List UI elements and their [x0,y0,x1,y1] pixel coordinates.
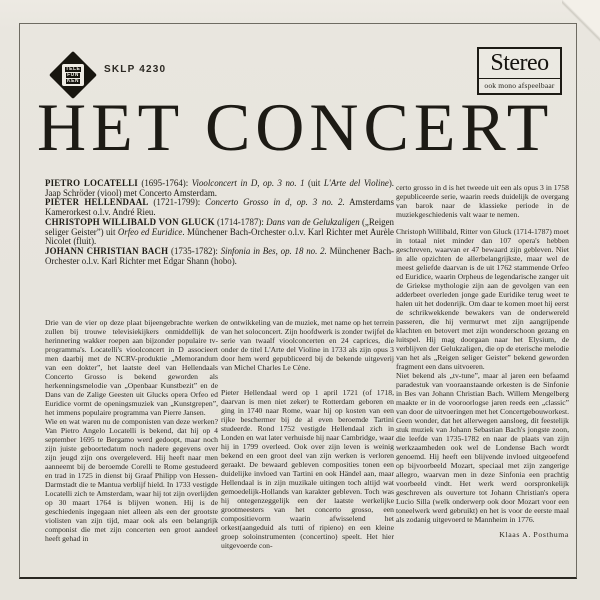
telefunken-logo-text [62,64,84,86]
entry-text: (uit [304,178,324,188]
logo-line: FUN [67,71,79,78]
liner-paragraph: de ontwikkeling van de muziek, met name op het terrein van het soloconcert. Zijn hoofdwerk is zonder twijfel de serie van twaalf vioolconcerten en 24 caprices, die onder de titel L'Arte del Violine in 1733 als zijn opus 3 door hem werd gepubliceerd bij de bekende uitgeverij van Michel Charles Le Cène. [221,318,394,372]
track-entry [45,247,394,266]
work-title: Vioolconcert in D, op. 3 no. 1 [191,178,305,188]
logo-line: KEN [66,77,80,84]
composer-name: PIETRO LOCATELLI [45,178,138,188]
composer-name: CHRISTOPH WILLIBALD VON GLUCK [45,216,215,227]
liner-paragraph: Christoph Willibald, Ritter von Gluck (1714-1787) moet in totaal niet minder dan 107 opera's hebben geschreven, waarvan er 47 bewaard zijn gebleven. Niet in alle opzichten de allerbelangrijkste, maar wel de meest geliefde daarvan is de uit 1762 stammende Orfeo ed Euridice, waarin Orpheus de legendarische zanger uit de Griekse mythologie zijn aan de gevolgen van een adderbeet overleden jonge gade Euridike terug weet te halen uit het dodenrijk. Om daar te komen moet hij eerst de schrikwekkende bewakers van de onderwereld passeren, die hij vermurwt met zijn aangrijpende klachten en betovert met zijn wonderschoon gezang en luitspel. Hij mag doorgaan naar het Elysium, de verblijven der Gelukzaligen, die op de eterische melodie van het als „Reigen seliger Geister” bekend geworden fragment een dans uitvoeren. [396,227,569,371]
composer-name: JOHANN CHRISTIAN BACH [45,245,169,256]
album-title: HET CONCERT [37,89,554,165]
liner-notes-column-2 [221,318,394,550]
stereo-badge [477,47,562,95]
catalog-number: SKLP 4230 [104,64,167,75]
stereo-badge-subtitle: ook mono afspeelbaar [484,81,555,90]
liner-paragraph: Pieter Hellendaal werd op 1 april 1721 (of 1718, daarvan is men niet zeker) te Rotterdam geboren en ging in 1740 naar Rome, waar hij op kosten van een rijke beschermer bij de al even beroemde Tartini studeerde. Rond 1752 vestigde Hellendaal zich in Londen en wat later verhuisde hij naar Cambridge, waar hij in 1799 overleed. Ook over zijn leven is weinig bekend en een groot deel van zijn werken is verloren geraakt. De bewaard gebleven composities tonen een duidelijke invloed van Tartini en ook Händel aan, maar Hellendaal is in zijn muzikale uitingen toch altijd wat gemoedelijk-Hollands van karakter gebleven. Toch was hij ontegenzeggelijk een der laatste werkelijke grootmeesters van het concerto grosso, een compositievorm waarin afwisselend het orkest(aangeduid als tutti of ripieno) en een kleine groep soloinstrumenten (concertino) speelt. Het hier uitgevoerde con- [221,388,394,550]
performers: . Münchener Bach-Orchester o.l.v. Karl Richter met Aurèle Nicolet (fluit). [45,226,394,247]
performers: ). Jaap Schröder (viool) met Concerto Amsterdam. [45,178,395,198]
performers: Münchener Bach-Orchester o.l.v. Karl Richter met Edgar Shann (hobo). [45,245,394,266]
liner-notes-column-1 [45,318,218,543]
composer-dates: (1714-1787): [214,216,267,227]
entry-text: („Reigen seliger Geister”) uit [45,216,394,237]
liner-paragraph: certo grosso in d is het tweede uit een als opus 3 in 1758 gepubliceerde serie, waarin reeds duidelijk de overgang van barok naar de klassieke periode in de muziekgeschiedenis valt waar te nemen. [396,183,569,219]
track-entry [45,218,394,247]
composer-name: PIETER HELLENDAAL [45,197,149,208]
performers: Amsterdams Kamerorkest o.l.v. André Rieu. [45,197,394,218]
composer-dates: (1721-1799): [148,197,206,208]
work-title: Sinfonia in Bes, op. 18 no. 2. [220,245,327,256]
work-title: Dans van de Gelukzaligen [266,216,360,227]
liner-notes-column-3 [396,183,569,539]
author-signature: Klaas A. Posthuma [499,530,569,539]
work-title: Concerto Grosso in d, op. 3 no. 2. [205,197,345,208]
liner-paragraph: Drie van de vier op deze plaat bijeengebrachte werken zullen bij trouwe televisiekijkers onmiddellijk de herinnering wakker roepen aan bijzonder populaire tv-programma's. Locatelli's vioolconcert in D associeert men daarbij met de NCRV-produktie „Memorandum van een dokter”, het laatste deel van Hellendaals Concerto Grosso is bekend geworden als herkenningsmelodie van „Openbaar Kunstbezit” en de Dans van de Zalige Geesten uit Glucks opera Orfeo ed Euridice vormt de openingsmuziek van „Kunstgrepen”, het immens populaire programma van Pierre Jansen. [45,318,218,417]
logo-line: TELE [65,65,81,72]
composer-dates: (1735-1782): [168,245,221,256]
work-title-2: L'Arte del Violine [323,178,389,188]
composer-dates: (1695-1764): [137,178,192,188]
liner-paragraph: Wie en wat waren nu de componisten van deze werken? Van Pietro Angelo Locatelli is bekend, dat hij op 4 september 1695 te Bergamo werd gedoopt, maar noch zijn juiste geboortedatum noch nadere gegevens over zijn jeugd zijn ons overgeleverd. Hij heeft naar men aanneemt bij de beroemde Corelli te Rome gestudeerd en trad in 1725 in dienst bij Graaf Philipp von Hessen-Darmstadt die te Mantua verblijf hield. In 1733 vestigde Locatelli zich te Amsterdam, waar hij tot zijn overlijden op 30 maart 1764 is blijven wonen. Hij is de geschiedenis ingegaan niet alleen als een der grootste violisten van zijn tijd, maar ook als een belangrijk componist die met zijn concerten een groot aandeel heeft gehad in [45,417,218,543]
track-entry [45,179,394,198]
track-listing [45,179,394,266]
track-entry [45,198,394,217]
liner-paragraph: Niet bekend als „tv-tune”, maar al jaren een befaamd paradestuk van vooraanstaande orkesten is de Sinfonie in Bes van Johann Christian Bach. Willem Mengelberg maakte er in de vooroorlogse jaren reeds een „classic” van door de uitvoeringen met het Concertgebouworkest. Geen wonder, dat het allerwegen aansloeg, dit feestelijk stuk muziek van Johann Sebastian Bach's jongste zoon, die leefde van 1735-1782 en naar de plaats van zijn werkzaamheden ook wel de Londense Bach wordt genoemd. Hij heeft een blijvende invloed uitgeoefend op bijvoorbeeld Mozart, speciaal met zijn zangerige allegro, waarvan men in deze Sinfonia een prachtig voorbeeld vindt. Het werk werd oorspronkelijk geschreven als ouverture tot Johann Christian's opera Lucio Silla (welk onderwerp ook door Mozart voor een toneelwerk werd gebruikt) en het is voor de eerste maal als zodanig uitgevoerd te Mannheim in 1776. [396,371,569,524]
work-title-2: Orfeo ed Euridice [117,226,183,237]
stereo-badge-title: Stereo [479,49,560,79]
